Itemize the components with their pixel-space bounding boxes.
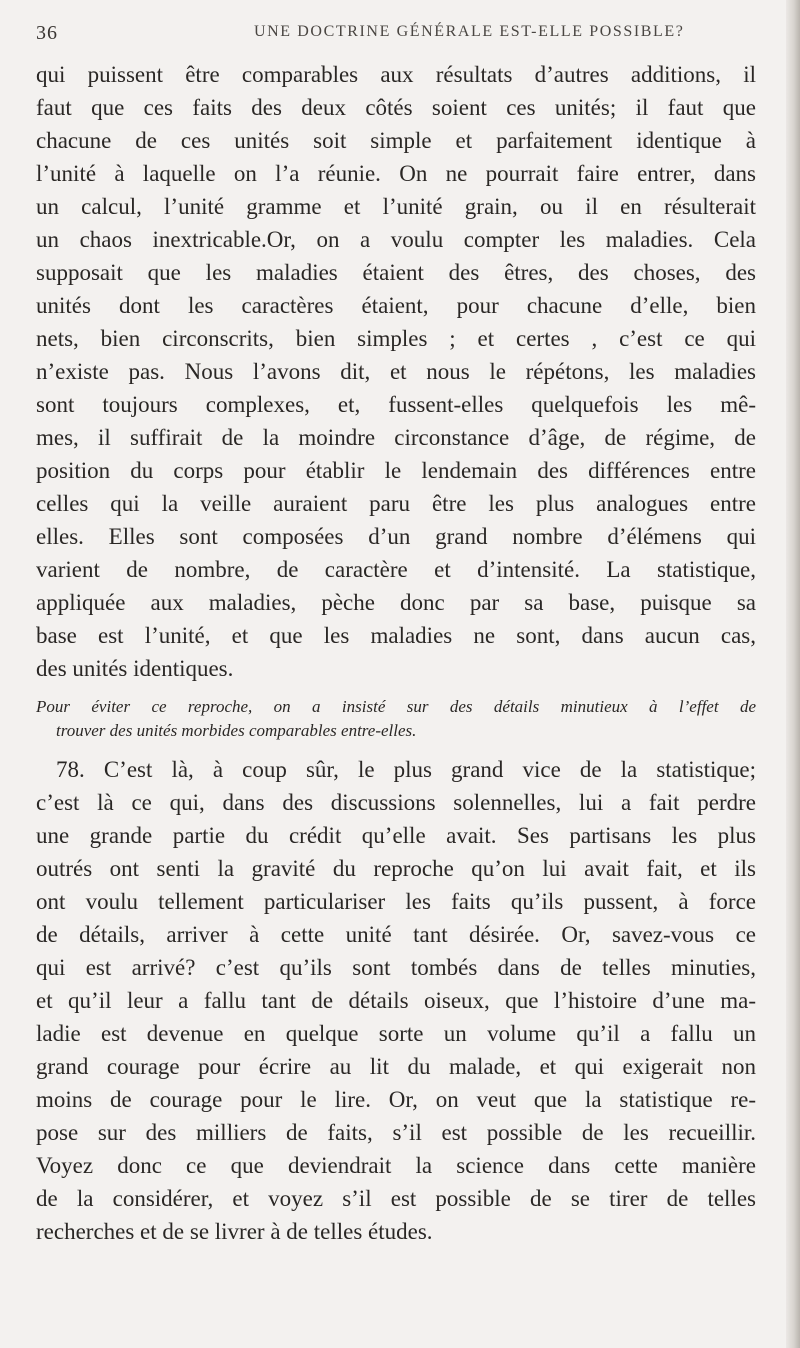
text-line: faut que ces faits des deux côtés soient ces unités; il faut que [36, 95, 756, 120]
text-line: nets, bien circonscrits, bien simples ; et certes , c’est ce qui [36, 326, 756, 351]
text-line: sont toujours complexes, et, fussent-elles quelquefois les mê- [36, 392, 756, 417]
text-line: qui puissent être comparables aux résultats d’autres additions, il [36, 62, 756, 87]
page-number: 36 [36, 22, 58, 44]
paragraph-2 [36, 753, 756, 1248]
summary-line: Pour éviter ce reproche, on a insisté sur des détails minutieux à l’effet de [36, 697, 756, 716]
page-header [36, 22, 756, 50]
marginal-summary [36, 695, 756, 743]
text-line: mes, il suffirait de la moindre circonstance d’âge, de régime, de [36, 425, 756, 450]
text-line: Voyez donc ce que deviendrait la science dans cette manière [36, 1153, 756, 1178]
text-line: l’unité à laquelle on l’a réunie. On ne pourrait faire entrer, dans [36, 161, 756, 186]
text-line: c’est là ce qui, dans des discussions solennelles, lui a fait perdre [36, 790, 756, 815]
text-line: celles qui la veille auraient paru être les plus analogues entre [36, 491, 756, 516]
page-body [36, 58, 756, 1248]
spacer [36, 743, 756, 753]
text-line: 78. C’est là, à coup sûr, le plus grand vice de la statistique; [56, 757, 756, 782]
text-line: pose sur des milliers de faits, s’il est possible de les recueillir. [36, 1120, 756, 1145]
text-line: supposait que les maladies étaient des êtres, des choses, des [36, 260, 756, 285]
text-line: chacune de ces unités soit simple et parfaitement identique à [36, 128, 756, 153]
spacer [36, 685, 756, 695]
page-edge-shadow [786, 0, 800, 1348]
text-line: un calcul, l’unité gramme et l’unité grain, ou il en résulterait [36, 194, 756, 219]
text-line: position du corps pour établir le lendemain des différences entre [36, 458, 756, 483]
text-line: et qu’il leur a fallu tant de détails oiseux, que l’histoire d’une ma- [36, 988, 756, 1013]
text-line: de détails, arriver à cette unité tant désirée. Or, savez-vous ce [36, 922, 756, 947]
text-line: ladie est devenue en quelque sorte un volume qu’il a fallu un [36, 1021, 756, 1046]
text-line: outrés ont senti la gravité du reproche qu’on lui avait fait, et ils [36, 856, 756, 881]
text-line: grand courage pour écrire au lit du malade, et qui exigerait non [36, 1054, 756, 1079]
running-head: UNE DOCTRINE GÉNÉRALE EST-ELLE POSSIBLE? [254, 23, 685, 40]
text-line: n’existe pas. Nous l’avons dit, et nous le répétons, les maladies [36, 359, 756, 384]
text-line: unités dont les caractères étaient, pour chacune d’elle, bien [36, 293, 756, 318]
text-line: varient de nombre, de caractère et d’intensité. La statistique, [36, 557, 756, 582]
text-line: moins de courage pour le lire. Or, on veut que la statistique re- [36, 1087, 756, 1112]
text-line: recherches et de se livrer à de telles études. [36, 1219, 433, 1244]
text-line: un chaos inextricable.Or, on a voulu compter les maladies. Cela [36, 227, 756, 252]
text-line: appliquée aux maladies, pèche donc par sa base, puisque sa [36, 590, 756, 615]
paragraph-1 [36, 58, 756, 685]
text-line: de la considérer, et voyez s’il est possible de se tirer de telles [36, 1186, 756, 1211]
text-line: des unités identiques. [36, 656, 234, 681]
text-line: ont voulu tellement particulariser les faits qu’ils pussent, à force [36, 889, 756, 914]
text-line: une grande partie du crédit qu’elle avait. Ses partisans les plus [36, 823, 756, 848]
text-line: base est l’unité, et que les maladies ne sont, dans aucun cas, [36, 623, 756, 648]
text-line: elles. Elles sont composées d’un grand nombre d’élémens qui [36, 524, 756, 549]
text-line: qui est arrivé? c’est qu’ils sont tombés dans de telles minuties, [36, 955, 756, 980]
summary-line: trouver des unités morbides comparables entre-elles. [56, 721, 417, 740]
